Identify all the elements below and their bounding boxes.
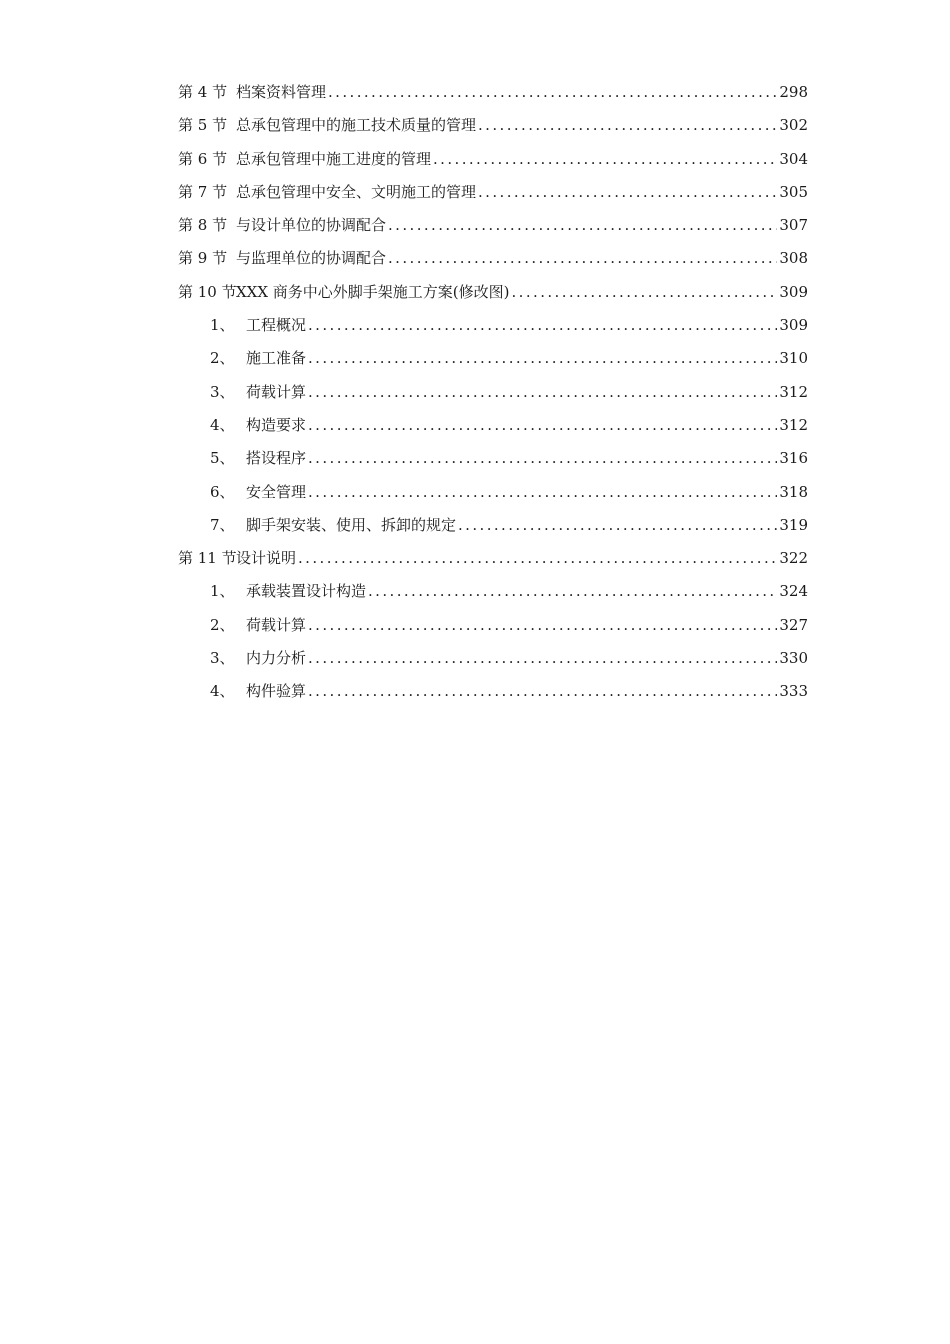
toc-subitem-entry[interactable]: [178, 575, 808, 608]
dot-leader: [478, 109, 777, 142]
toc-entry-number: 6、: [210, 482, 235, 501]
dot-leader: [308, 442, 777, 475]
dot-leader: [512, 276, 778, 309]
toc-entry-number: 7、: [210, 515, 235, 534]
toc-entry-title: 脚手架安装、使用、拆卸的规定: [246, 515, 457, 534]
dot-leader: [328, 76, 777, 109]
toc-section-entry[interactable]: [178, 176, 808, 209]
toc-subitem-entry[interactable]: [178, 675, 808, 708]
dot-leader: [433, 143, 777, 176]
table-of-contents: [178, 76, 808, 709]
toc-section-entry[interactable]: [178, 109, 808, 142]
toc-page-number: 298: [779, 83, 808, 101]
toc-entry-title: 总承包管理中施工进度的管理: [236, 149, 432, 168]
toc-entry-title: 内力分析: [246, 649, 307, 668]
toc-subitem-entry[interactable]: [178, 342, 808, 375]
toc-entry-title: 构件验算: [246, 682, 307, 701]
toc-subitem-entry[interactable]: [178, 309, 808, 342]
toc-entry-number: 1、: [210, 582, 235, 601]
toc-subitem-entry[interactable]: [178, 409, 808, 442]
toc-entry-number: 第 9 节: [178, 249, 228, 268]
toc-section-entry[interactable]: [178, 276, 808, 309]
toc-entry-number: 3、: [210, 649, 235, 668]
dot-leader: [388, 209, 777, 242]
toc-page-number: 308: [779, 249, 808, 268]
toc-entry-title: 荷载计算: [246, 382, 307, 401]
toc-entry-number: 5、: [210, 449, 235, 468]
toc-entry-number: 1、: [210, 316, 235, 335]
toc-entry-title: 与设计单位的协调配合: [236, 216, 387, 235]
toc-entry-number: 第 4 节: [178, 83, 228, 101]
toc-page-number: 324: [779, 582, 808, 601]
toc-entry-title: 档案资料管理: [236, 83, 327, 101]
toc-entry-number: 2、: [210, 349, 235, 368]
dot-leader: [308, 476, 777, 509]
toc-entry-number: 第 7 节: [178, 182, 228, 201]
dot-leader: [308, 409, 777, 442]
toc-page-number: 327: [779, 615, 808, 634]
toc-entry-title: 设计说明: [236, 549, 297, 568]
toc-page-number: 322: [779, 549, 808, 568]
toc-page-number: 312: [779, 382, 808, 401]
toc-page-number: 307: [779, 216, 808, 235]
toc-entry-title: 工程概况: [246, 316, 307, 335]
dot-leader: [458, 509, 777, 542]
toc-page-number: 316: [779, 449, 808, 468]
toc-entry-title: 与监理单位的协调配合: [236, 249, 387, 268]
dot-leader: [388, 242, 777, 275]
toc-entry-number: 第 5 节: [178, 116, 228, 135]
toc-section-entry[interactable]: [178, 76, 808, 109]
toc-page-number: 333: [779, 682, 808, 701]
toc-entry-number: 第 11 节: [178, 549, 237, 568]
toc-entry-title: 搭设程序: [246, 449, 307, 468]
toc-entry-title: 承载装置设计构造: [246, 582, 367, 601]
toc-page-number: 305: [779, 182, 808, 201]
toc-page-number: 318: [779, 482, 808, 501]
toc-entry-number: 4、: [210, 415, 235, 434]
toc-entry-title: 总承包管理中安全、文明施工的管理: [236, 182, 477, 201]
toc-entry-title: 荷载计算: [246, 615, 307, 634]
toc-entry-title: 施工准备: [246, 349, 307, 368]
toc-page-number: 310: [779, 349, 808, 368]
toc-section-entry[interactable]: [178, 209, 808, 242]
toc-subitem-entry[interactable]: [178, 442, 808, 475]
toc-entry-title: 总承包管理中的施工技术质量的管理: [236, 116, 477, 135]
toc-page-number: 319: [779, 515, 808, 534]
dot-leader: [308, 342, 777, 375]
toc-section-entry[interactable]: [178, 143, 808, 176]
dot-leader: [308, 675, 777, 708]
toc-entry-title: 构造要求: [246, 415, 307, 434]
dot-leader: [368, 575, 777, 608]
toc-entry-number: 第 10 节: [178, 282, 237, 301]
toc-entry-number: 第 6 节: [178, 149, 228, 168]
toc-entry-title: 安全管理: [246, 482, 307, 501]
toc-subitem-entry[interactable]: [178, 509, 808, 542]
toc-subitem-entry[interactable]: [178, 642, 808, 675]
toc-entry-number: 4、: [210, 682, 235, 701]
toc-page-number: 302: [779, 116, 808, 135]
toc-page-number: 312: [779, 415, 808, 434]
toc-subitem-entry[interactable]: [178, 376, 808, 409]
dot-leader: [478, 176, 777, 209]
toc-entry-number: 2、: [210, 615, 235, 634]
toc-subitem-entry[interactable]: [178, 609, 808, 642]
dot-leader: [298, 542, 777, 575]
toc-entry-number: 3、: [210, 382, 235, 401]
toc-page-number: 330: [779, 649, 808, 668]
dot-leader: [308, 309, 777, 342]
toc-section-entry[interactable]: [178, 242, 808, 275]
dot-leader: [308, 376, 777, 409]
toc-entry-title: XXX 商务中心外脚手架施工方案(修改图): [236, 282, 510, 301]
toc-subitem-entry[interactable]: [178, 476, 808, 509]
dot-leader: [308, 609, 777, 642]
toc-entry-number: 第 8 节: [178, 216, 228, 235]
dot-leader: [308, 642, 777, 675]
toc-page-number: 309: [779, 282, 808, 301]
toc-page-number: 304: [779, 149, 808, 168]
toc-section-entry[interactable]: [178, 542, 808, 575]
toc-page-number: 309: [779, 316, 808, 335]
